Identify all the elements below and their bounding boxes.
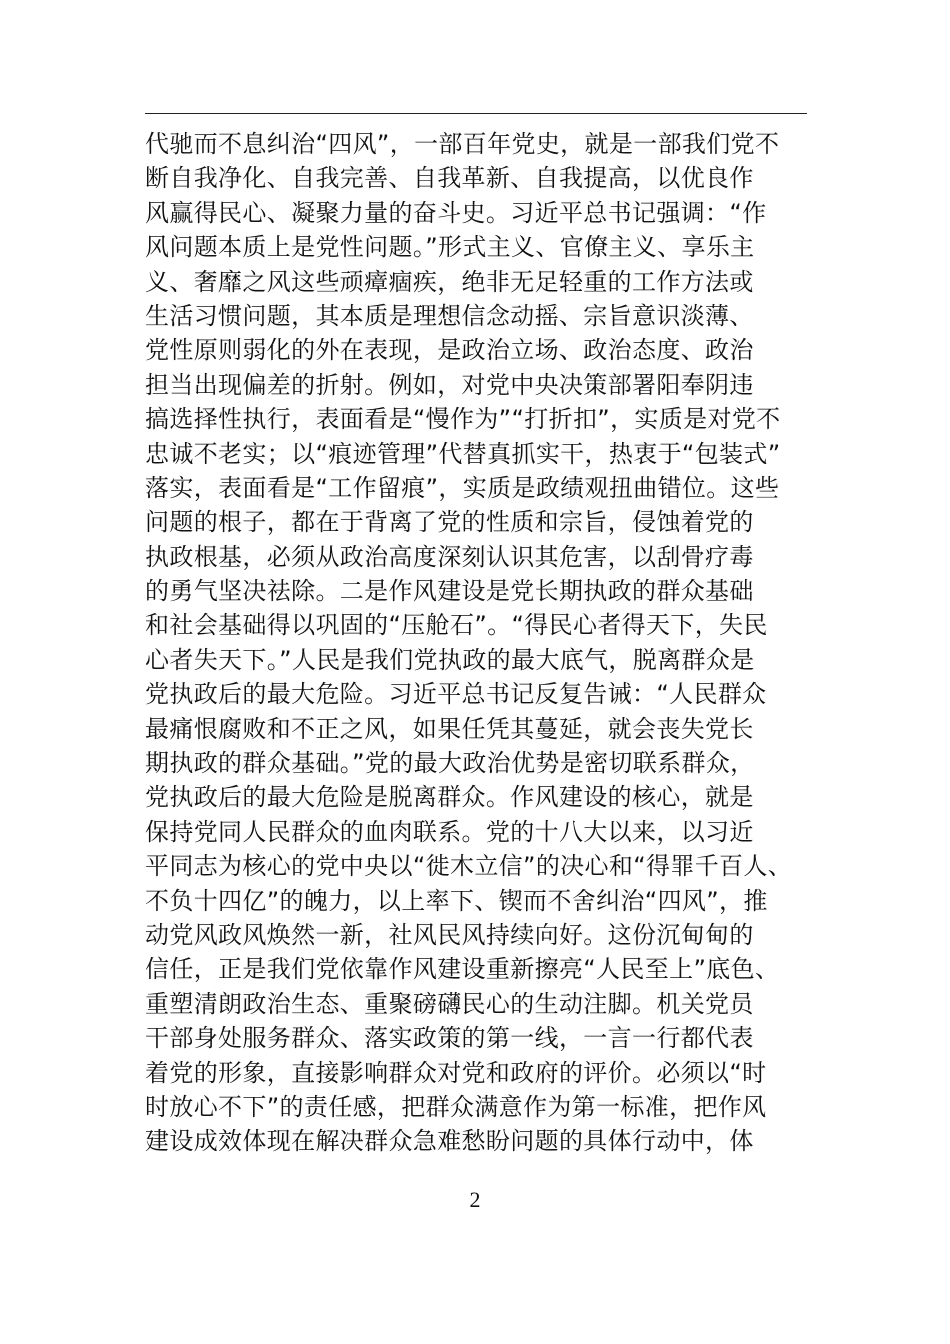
text-line: 生活习惯问题，其本质是理想信念动摇、宗旨意识淡薄、 [145,301,754,330]
text-line: 干部身处服务群众、落实政策的第一线，一言一行都代表 [145,1024,754,1053]
text-line: 期执政的群众基础。”党的最大政治优势是密切联系群众， [145,749,755,778]
text-line: 风问题本质上是党性问题。”形式主义、官僚主义、享乐主 [145,233,755,262]
text-line: 担当出现偏差的折射。例如，对党中央决策部署阳奉阴违 [145,370,754,399]
text-line: 平同志为核心的党中央以“徙木立信”的决心和“得罪千百人、 [145,852,793,881]
text-line: 忠诚不老实；以“痕迹管理”代替真抓实干，热衷于“包装式” [145,439,781,468]
document-body [145,127,835,1159]
text-line: 义、奢靡之风这些顽瘴痼疾，绝非无足轻重的工作方法或 [145,267,754,296]
text-line: 建设成效体现在解决群众急难愁盼问题的具体行动中，体 [145,1127,754,1156]
text-line: 党性原则弱化的外在表现，是政治立场、政治态度、政治 [145,336,754,365]
text-line: 问题的根子，都在于背离了党的性质和宗旨，侵蚀着党的 [145,508,754,537]
text-line: 和社会基础得以巩固的“压舱石”。“得民心者得天下，失民 [145,611,768,640]
text-line: 不负十四亿”的魄力，以上率下、锲而不舍纠治“四风”，推 [145,886,768,915]
page-number: 2 [469,1187,481,1212]
text-line: 动党风政风焕然一新，社风民风持续向好。这份沉甸甸的 [145,920,754,949]
text-line: 重塑清朗政治生态、重聚磅礴民心的生动注脚。机关党员 [145,989,754,1018]
text-line: 保持党同人民群众的血肉联系。党的十八大以来，以习近 [145,817,754,846]
text-line: 风赢得民心、凝聚力量的奋斗史。习近平总书记强调：“作 [145,198,767,227]
text-line: 执政根基，必须从政治高度深刻认识其危害，以刮骨疗毒 [145,542,754,571]
text-line: 代驰而不息纠治“四风”，一部百年党史，就是一部我们党不 [145,130,780,158]
text-line: 党执政后的最大危险是脱离群众。作风建设的核心，就是 [145,783,754,812]
text-line: 信任，正是我们党依靠作风建设重新擦亮“人民至上”底色、 [145,955,780,984]
text-line: 时放心不下”的责任感，把群众满意作为第一标准，把作风 [145,1092,767,1121]
text-line: 的勇气坚决祛除。二是作风建设是党长期执政的群众基础 [145,577,754,606]
text-line: 落实，表面看是“工作留痕”，实质是政绩观扭曲错位。这些 [145,473,780,502]
text-line: 断自我净化、自我完善、自我革新、自我提高，以优良作 [145,164,754,193]
text-line: 最痛恨腐败和不正之风，如果任凭其蔓延，就会丧失党长 [145,714,754,743]
text-line: 心者失天下。”人民是我们党执政的最大底气，脱离群众是 [145,645,755,674]
text-line: 着党的形象，直接影响群众对党和政府的评价。必须以“时 [145,1058,767,1087]
header-rule [145,113,807,114]
text-line: 搞选择性执行，表面看是“慢作为”“打折扣”，实质是对党不 [145,405,781,434]
text-line: 党执政后的最大危险。习近平总书记反复告诫：“人民群众 [145,680,767,709]
